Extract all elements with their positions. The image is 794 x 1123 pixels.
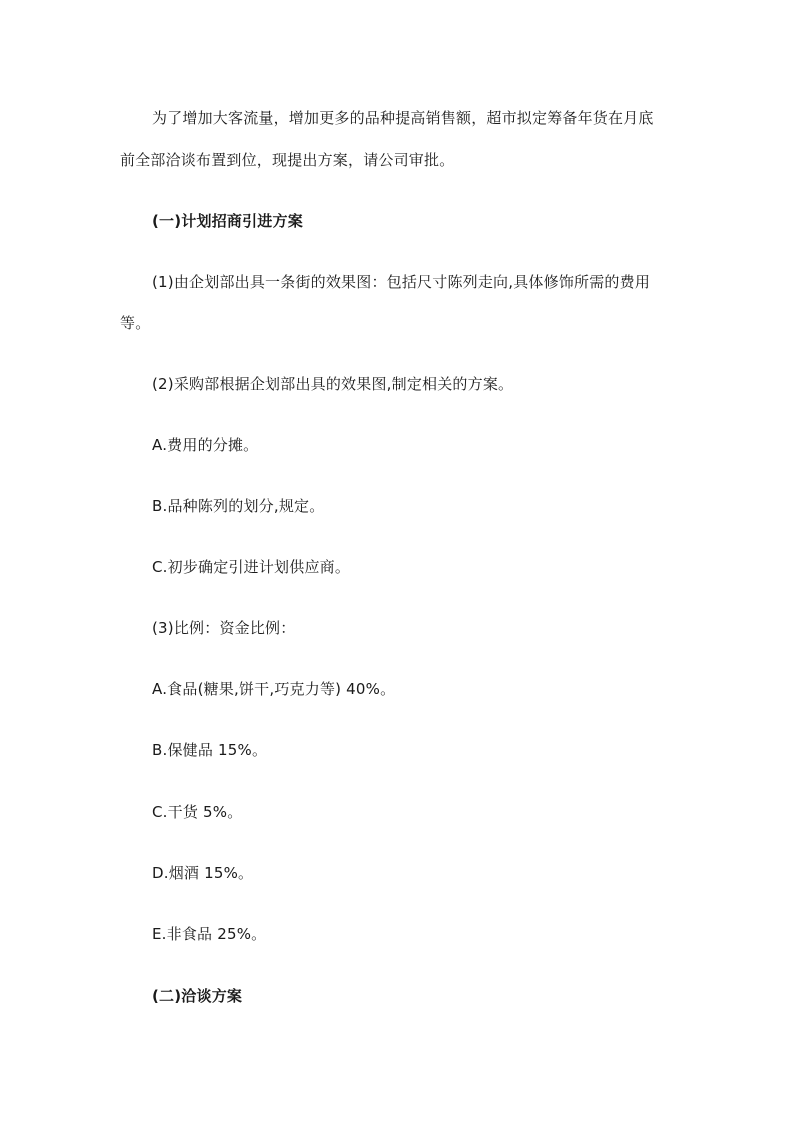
ratio-b: B.保健品 15%。 <box>152 741 268 759</box>
ratio-e: E.非食品 25%。 <box>152 925 267 943</box>
item-1-line-1: (1)由企划部出具一条街的效果图：包括尺寸陈列走向,具体修饰所需的费用 <box>152 273 651 291</box>
item-2-a: A.费用的分摊。 <box>152 436 259 454</box>
item-2: (2)采购部根据企划部出具的效果图,制定相关的方案。 <box>152 375 514 393</box>
ratio-a: A.食品(糖果,饼干,巧克力等) 40%。 <box>152 680 396 698</box>
intro-line-1: 为了增加大客流量，增加更多的品种提高销售额，超市拟定筹备年货在月底 <box>152 109 654 127</box>
intro-line-2: 前全部洽谈布置到位，现提出方案，请公司审批。 <box>120 151 455 169</box>
section-heading-1: (一)计划招商引进方案 <box>152 212 303 230</box>
section-heading-2: (二)洽谈方案 <box>152 987 243 1005</box>
item-2-b: B.品种陈列的划分,规定。 <box>152 497 325 515</box>
ratio-c: C.干货 5%。 <box>152 803 243 821</box>
item-3: (3)比例：资金比例： <box>152 619 296 637</box>
item-2-c: C.初步确定引进计划供应商。 <box>152 558 351 576</box>
item-1-line-2: 等。 <box>120 314 151 332</box>
ratio-d: D.烟酒 15%。 <box>152 864 254 882</box>
